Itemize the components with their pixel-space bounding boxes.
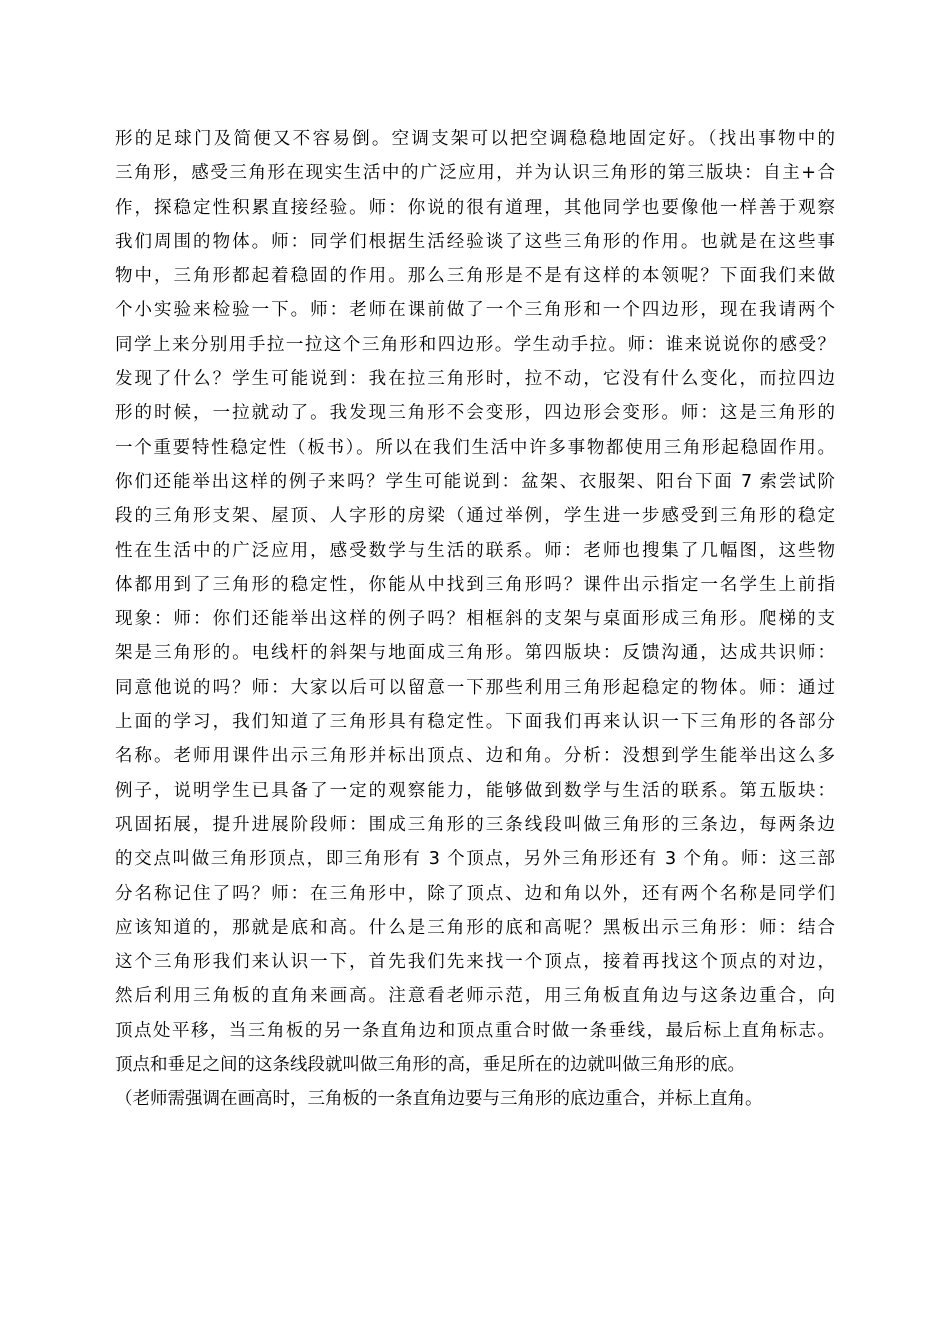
text-line: 一个重要特性稳定性（板书）。所以在我们生活中许多事物都使用三角形起稳固作用。	[115, 437, 835, 458]
text-line: 这个三角形我们来认识一下，首先我们先来找一个顶点，接着再找这个顶点的对边，	[115, 952, 835, 973]
text-line: 体都用到了三角形的稳定性，你能从中找到三角形吗？课件出示指定一名学生上前指	[115, 574, 835, 595]
text-line: 例子，说明学生已具备了一定的观察能力，能够做到数学与生活的联系。第五版块：	[115, 780, 835, 801]
text-line: 然后利用三角板的直角来画高。注意看老师示范，用三角板直角边与这条边重合，向	[115, 986, 835, 1007]
text-line: 分名称记住了吗？师：在三角形中，除了顶点、边和角以外，还有两个名称是同学们	[115, 883, 835, 904]
text-line: 现象：师：你们还能举出这样的例子吗？相框斜的支架与桌面形成三角形。爬梯的支	[115, 609, 835, 630]
text-line: 三角形，感受三角形在现实生活中的广泛应用，并为认识三角形的第三版块：自主+合	[115, 163, 835, 184]
text-line: 性在生活中的广泛应用，感受数学与生活的联系。师：老师也搜集了几幅图，这些物	[115, 540, 835, 561]
text-line: 物中，三角形都起着稳固的作用。那么三角形是不是有这样的本领呢？下面我们来做	[115, 266, 835, 287]
text-line: 的交点叫做三角形顶点，即三角形有 3 个顶点，另外三角形还有 3 个角。师：这三部	[115, 849, 835, 870]
text-line: 你们还能举出这样的例子来吗？学生可能说到：盆架、衣服架、阳台下面 7 索尝试阶	[115, 471, 835, 492]
text-line: 名称。老师用课件出示三角形并标出顶点、边和角。分析：没想到学生能举出这么多	[115, 746, 835, 767]
text-line: 巩固拓展，提升进展阶段师：围成三角形的三条线段叫做三角形的三条边，每两条边	[115, 814, 835, 835]
text-line: 形的时候，一拉就动了。我发现三角形不会变形，四边形会变形。师：这是三角形的	[115, 403, 835, 424]
text-line: 上面的学习，我们知道了三角形具有稳定性。下面我们再来认识一下三角形的各部分	[115, 712, 835, 733]
text-line: 作，探稳定性积累直接经验。师：你说的很有道理，其他同学也要像他一样善于观察	[115, 197, 835, 218]
text-line: 架是三角形的。电线杆的斜架与地面成三角形。第四版块：反馈沟通，达成共识师：	[115, 643, 835, 664]
text-line: 形的足球门及简便又不容易倒。空调支架可以把空调稳稳地固定好。（找出事物中的	[115, 129, 835, 149]
text-line: 同意他说的吗？师：大家以后可以留意一下那些利用三角形起稳定的物体。师：通过	[115, 677, 835, 698]
text-line: 我们周围的物体。师：同学们根据生活经验谈了这些三角形的作用。也就是在这些事	[115, 231, 835, 252]
text-line: 顶点和垂足之间的这条线段就叫做三角形的高，垂足所在的边就叫做三角形的底。	[115, 1055, 745, 1076]
text-line: 顶点处平移，当三角板的另一条直角边和顶点重合时做一条垂线，最后标上直角标志。	[115, 1020, 835, 1041]
text-line: 同学上来分别用手拉一拉这个三角形和四边形。学生动手拉。师：谁来说说你的感受？	[115, 334, 835, 355]
text-line: 个小实验来检验一下。师：老师在课前做了一个三角形和一个四边形，现在我请两个	[115, 300, 835, 321]
text-line: 应该知道的，那就是底和高。什么是三角形的底和高呢？黑板出示三角形：师：结合	[115, 917, 835, 938]
body-text	[115, 122, 835, 1117]
text-line: 发现了什么？学生可能说到：我在拉三角形时，拉不动，它没有什么变化，而拉四边	[115, 369, 835, 390]
text-line: （老师需强调在画高时，三角板的一条直角边要与三角形的底边重合，并标上直角。	[115, 1089, 763, 1110]
text-line: 段的三角形支架、屋顶、人字形的房梁（通过举例，学生进一步感受到三角形的稳定	[115, 506, 835, 527]
